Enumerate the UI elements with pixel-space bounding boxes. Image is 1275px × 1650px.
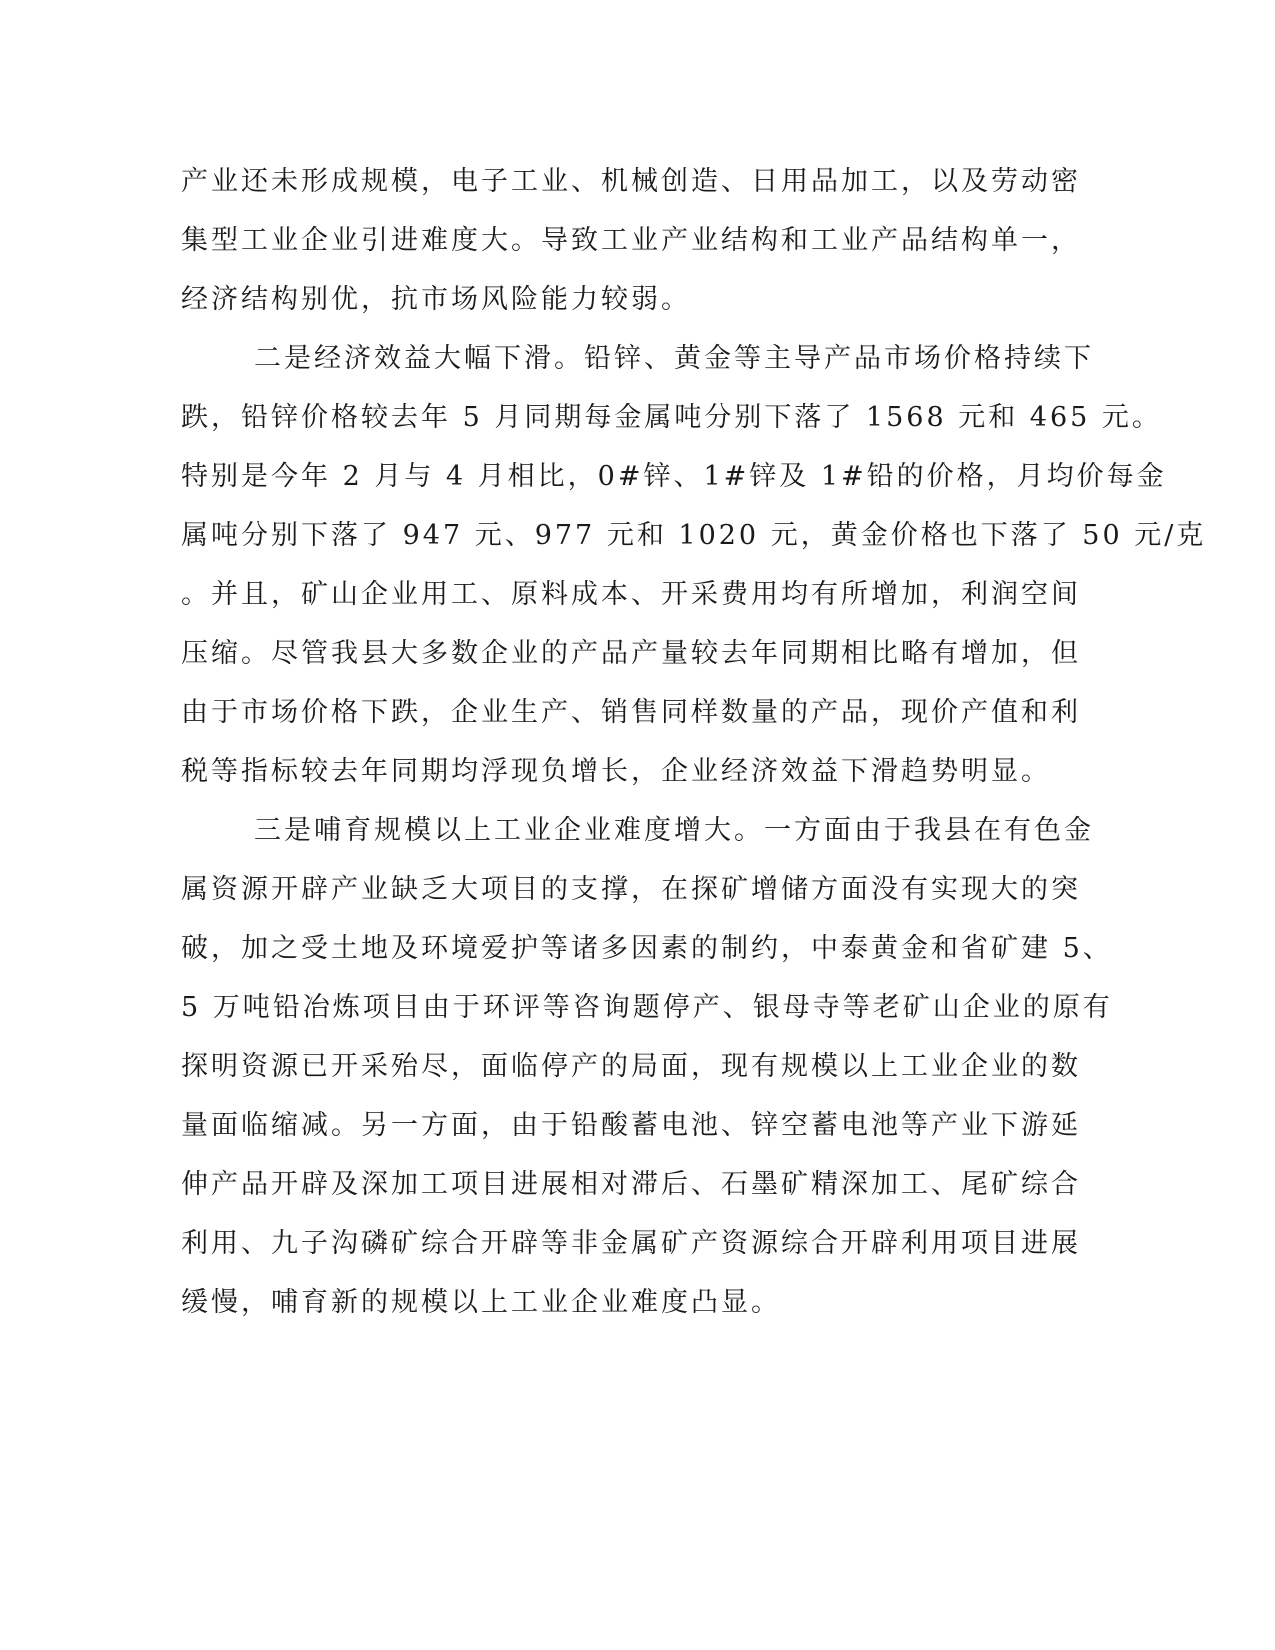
paragraph-enterprise-cultivation xyxy=(181,801,1113,1332)
text-line: 二是经济效益大幅下滑。铅锌、黄金等主导产品市场价格持续下 xyxy=(254,343,1094,374)
text-line: 跌，铅锌价格较去年 5 月同期每金属吨分别下落了 1568 元和 465 元。 xyxy=(181,402,1162,433)
body-text xyxy=(181,152,1207,1332)
text-line: 集型工业企业引进难度大。导致工业产业结构和工业产品结构单一， xyxy=(181,225,1081,256)
text-line: 经济结构别优，抗市场风险能力较弱。 xyxy=(181,284,691,315)
text-line: 属吨分别下落了 947 元、977 元和 1020 元，黄金价格也下落了 50 元/克 xyxy=(181,520,1207,551)
text-line: 5 万吨铅冶炼项目由于环评等咨询题停产、银母寺等老矿山企业的原有 xyxy=(181,992,1113,1023)
paragraph-economic-benefit xyxy=(181,329,1207,801)
text-line: 利用、九子沟磷矿综合开辟等非金属矿产资源综合开辟利用项目进展 xyxy=(181,1228,1081,1259)
text-line: 三是哺育规模以上工业企业难度增大。一方面由于我县在有色金 xyxy=(254,815,1094,846)
paragraph-continuation xyxy=(181,152,1081,329)
text-line: 量面临缩减。另一方面，由于铅酸蓄电池、锌空蓄电池等产业下游延 xyxy=(181,1110,1081,1141)
text-line: 特别是今年 2 月与 4 月相比，0#锌、1#锌及 1#铅的价格，月均价每金 xyxy=(181,461,1167,492)
text-line: 压缩。尽管我县大多数企业的产品产量较去年同期相比略有增加，但 xyxy=(181,638,1081,669)
text-line: 属资源开辟产业缺乏大项目的支撑，在探矿增储方面没有实现大的突 xyxy=(181,874,1081,905)
text-line: 伸产品开辟及深加工项目进展相对滞后、石墨矿精深加工、尾矿综合 xyxy=(181,1169,1081,1200)
text-line: 税等指标较去年同期均浮现负增长，企业经济效益下滑趋势明显。 xyxy=(181,756,1051,787)
text-line: 。并且，矿山企业用工、原料成本、开采费用均有所增加，利润空间 xyxy=(181,579,1081,610)
text-line: 产业还未形成规模，电子工业、机械创造、日用品加工，以及劳动密 xyxy=(181,166,1081,197)
text-line: 探明资源已开采殆尽，面临停产的局面，现有规模以上工业企业的数 xyxy=(181,1051,1081,1082)
text-line: 破，加之受土地及环境爱护等诸多因素的制约，中泰黄金和省矿建 5、 xyxy=(181,933,1113,964)
text-line: 由于市场价格下跌，企业生产、销售同样数量的产品，现价产值和利 xyxy=(181,697,1081,728)
text-line: 缓慢，哺育新的规模以上工业企业难度凸显。 xyxy=(181,1287,781,1318)
